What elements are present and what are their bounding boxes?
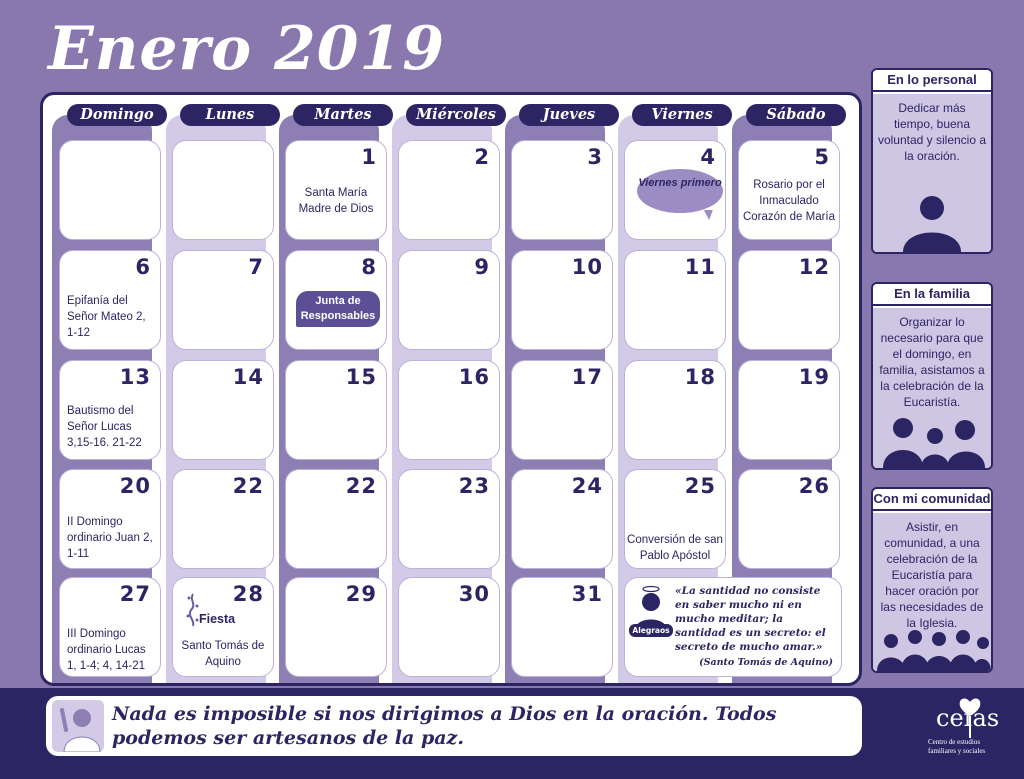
day-number: 18 (684, 365, 716, 389)
calendar-cell-day-22[interactable] (285, 469, 387, 569)
day-number: 14 (232, 365, 264, 389)
day-number: 7 (248, 255, 264, 279)
calendar-cell-day-3[interactable] (511, 140, 613, 240)
calendar-cell-day-13[interactable] (59, 360, 161, 460)
side-panel-text: Dedicar más tiempo, buena voluntad y silencio a la oración. (877, 101, 987, 163)
side-panel-body (873, 308, 991, 468)
day-header-lunes: Lunes (180, 104, 280, 126)
calendar-cell-day-23[interactable] (398, 469, 500, 569)
person-icon (873, 182, 991, 252)
day-number: 15 (345, 365, 377, 389)
day-number: 13 (119, 365, 151, 389)
day-number: 12 (798, 255, 830, 279)
day-number: 30 (458, 582, 490, 606)
calendar-cell-day-26[interactable] (738, 469, 840, 569)
calendar-cell-day-4[interactable] (624, 140, 726, 240)
footer-message: Nada es imposible si nos dirigimos a Dios en la oración. Todos podemos ser artesanos de la paz. (112, 703, 777, 749)
day-number: 11 (684, 255, 716, 279)
calendar-cell-day-19[interactable] (738, 360, 840, 460)
day-number: 8 (361, 255, 377, 279)
day-note: Santa María Madre de Dios (298, 187, 374, 215)
calendar-cell-day-5[interactable] (738, 140, 840, 240)
calendar-cell-empty (59, 140, 161, 240)
alegraos-badge: Alegraos (629, 624, 673, 637)
page-title: Enero 2019 (48, 14, 446, 84)
day-number: 10 (571, 255, 603, 279)
calendar-cell-day-24[interactable] (511, 469, 613, 569)
day-number: 2 (474, 145, 490, 169)
side-panel-title: En la familia (873, 284, 991, 306)
day-number: 25 (684, 474, 716, 498)
side-panel-body (873, 513, 991, 671)
calendar-cell-day-31[interactable] (511, 577, 613, 677)
day-note: III Domingo ordinario Lucas 1, 1-4; 4, 14-21 (67, 628, 146, 672)
calendar-cell-day-18[interactable] (624, 360, 726, 460)
day-number: 22 (232, 474, 264, 498)
calendar-cell-day-28[interactable] (172, 577, 274, 677)
calendar-cell-day-9[interactable] (398, 250, 500, 350)
day-number: 24 (571, 474, 603, 498)
quote-card (624, 577, 842, 677)
side-panel-title: Con mi comunidad (873, 489, 991, 511)
day-header-viernes: Viernes (632, 104, 732, 126)
day-header-jueves: Jueves (519, 104, 619, 126)
community-icon (873, 627, 991, 671)
calendar-cell-day-10[interactable] (511, 250, 613, 350)
calendar-cell-day-17[interactable] (511, 360, 613, 460)
day-number: 26 (798, 474, 830, 498)
calendar-cell-day-29[interactable] (285, 577, 387, 677)
fiesta-label: Fiesta (199, 612, 236, 626)
side-panel-text: Asistir, en comunidad, a una celebración de la Eucaristía para hacer oración por las necesidades de la Iglesia. (880, 520, 984, 630)
calendar-cell-day-16[interactable] (398, 360, 500, 460)
day-number: 28 (232, 582, 264, 606)
calendar-cell-day-7[interactable] (172, 250, 274, 350)
side-panel-familia (871, 282, 993, 470)
day-number: 1 (361, 145, 377, 169)
quote-text: «La santidad no consiste en saber mucho ni en mucho meditar; la santidad es un secreto: el secreto de mucho amar.» (675, 585, 826, 653)
logo-wordmark: cefas (936, 704, 1000, 732)
speech-bubble: Viernes primero (637, 169, 723, 213)
calendar-grid (40, 92, 862, 686)
day-number: 17 (571, 365, 603, 389)
day-number: 6 (135, 255, 151, 279)
day-number: 5 (814, 145, 830, 169)
quote-author: (Santo Tomás de Aquino) (699, 657, 833, 668)
side-panel-comunidad (871, 487, 993, 673)
calendar-cell-day-1[interactable] (285, 140, 387, 240)
logo-subtitle: Centro de estudios familiares y sociales (928, 738, 986, 755)
calendar-cell-day-12[interactable] (738, 250, 840, 350)
junta-tag: Junta de Responsables (296, 291, 380, 327)
day-note: Santo Tomás de Aquino (181, 640, 265, 668)
day-note: II Domingo ordinario Juan 2, 1-11 (67, 516, 153, 560)
family-icon (873, 410, 991, 468)
side-panel-text: Organizar lo necesario para que el domingo, en familia, asistamos a la celebración de la Eucaristía. (879, 315, 985, 409)
calendar-cell-day-27[interactable] (59, 577, 161, 677)
day-header-martes: Martes (293, 104, 393, 126)
day-header-domingo: Domingo (67, 104, 167, 126)
day-number: 16 (458, 365, 490, 389)
calendar-cell-empty (172, 140, 274, 240)
day-number: 31 (571, 582, 603, 606)
day-number: 23 (458, 474, 490, 498)
day-note: Conversión de san Pablo Apóstol (627, 534, 723, 562)
day-number: 19 (798, 365, 830, 389)
calendar-cell-day-8[interactable] (285, 250, 387, 350)
calendar-cell-day-6[interactable] (59, 250, 161, 350)
calendar-cell-day-2[interactable] (398, 140, 500, 240)
day-number: 27 (119, 582, 151, 606)
calendar-cell-day-20[interactable] (59, 469, 161, 569)
day-note: Bautismo del Señor Lucas 3,15-16. 21-22 (67, 405, 142, 449)
day-number: 4 (700, 145, 716, 169)
calendar-cell-day-30[interactable] (398, 577, 500, 677)
day-number: 20 (119, 474, 151, 498)
day-number: 22 (345, 474, 377, 498)
day-header-sabado: Sábado (746, 104, 846, 126)
calendar-cell-day-15[interactable] (285, 360, 387, 460)
pope-portrait-icon (52, 700, 104, 752)
calendar-cell-day-11[interactable] (624, 250, 726, 350)
day-number: 3 (587, 145, 603, 169)
side-panel-personal (871, 68, 993, 254)
day-header-miercoles: Miércoles (406, 104, 506, 126)
side-panel-title: En lo personal (873, 70, 991, 92)
calendar-cell-day-25[interactable] (624, 469, 726, 569)
day-number: 9 (474, 255, 490, 279)
day-note: Rosario por el Inmaculado Corazón de María (742, 179, 836, 223)
day-note: Epifanía del Señor Mateo 2, 1-12 (67, 295, 146, 339)
side-panel-body (873, 94, 991, 252)
calendar-cell-day-21[interactable] (172, 469, 274, 569)
day-number: 29 (345, 582, 377, 606)
calendar-cell-day-14[interactable] (172, 360, 274, 460)
